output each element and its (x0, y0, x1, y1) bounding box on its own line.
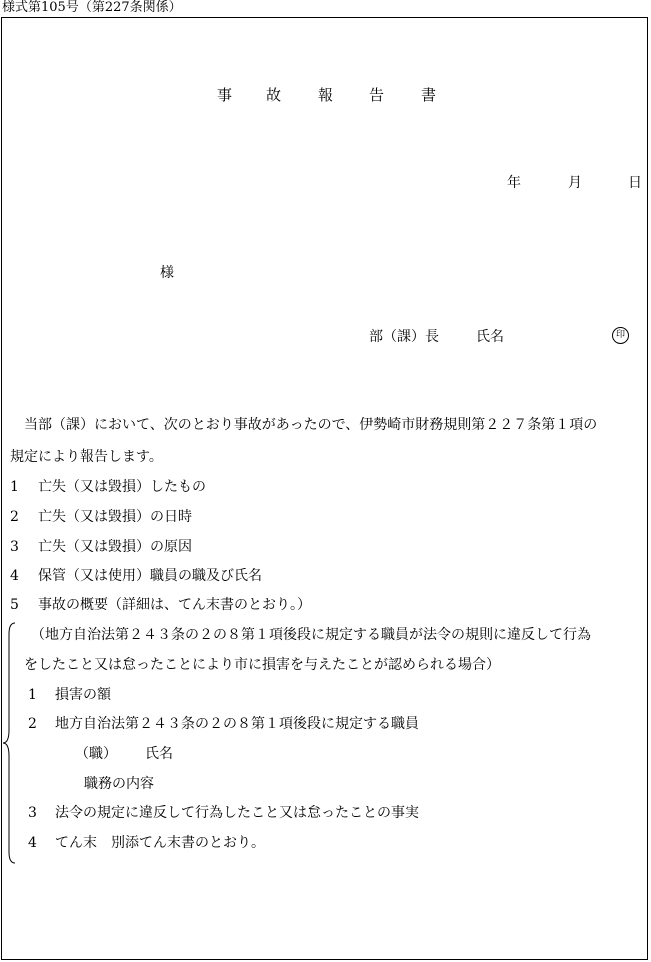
item-text: 亡失（又は毀損）の日時 (38, 509, 192, 525)
item-text: 保管（又は使用）職員の職及び氏名 (38, 568, 262, 584)
date-month-label: 月 (568, 175, 582, 191)
form-number: 様式第105号（第227条関係） (2, 0, 182, 15)
sub-item-number: 1 (28, 687, 37, 703)
title-char: 故 (266, 86, 282, 104)
sub-item-text: 地方自治法第２４３条の２の８第１項後段に規定する職員 (55, 716, 419, 732)
sender-name-label: 氏名 (476, 329, 504, 345)
left-brace-icon (2, 622, 16, 864)
item-number: 1 (10, 479, 19, 495)
item-text: 亡失（又は毀損）したもの (38, 479, 206, 495)
title-char: 事 (217, 86, 233, 104)
title-char: 告 (369, 86, 385, 104)
sub-item-text: 損害の額 (55, 687, 111, 703)
condition-note-line: （地方自治法第２４３条の２の８第１項後段に規定する職員が法令の規則に違反して行為 (31, 627, 591, 643)
position-label: （職） (75, 746, 117, 762)
name-label: 氏名 (145, 746, 173, 762)
title-char: 報 (318, 86, 334, 104)
sub-item-number: 4 (28, 835, 37, 851)
addressee-suffix: 様 (160, 265, 174, 281)
title-char: 書 (421, 86, 437, 104)
sub-item-number: 2 (28, 716, 37, 732)
duty-label: 職務の内容 (84, 776, 154, 792)
seal-icon: 印 (612, 327, 629, 344)
condition-note-line: をしたこと又は怠ったことにより市に損害を与えたことが認められる場合） (24, 657, 500, 673)
date-year-label: 年 (507, 175, 521, 191)
sub-item-text: てん末 別添てん末書のとおり。 (55, 835, 265, 851)
intro-line: 規定により報告します。 (10, 449, 163, 465)
item-text: 亡失（又は毀損）の原因 (38, 539, 192, 555)
item-number: 2 (10, 509, 19, 525)
sub-item-text: 法令の規定に違反して行為したこと又は怠ったことの事実 (55, 805, 419, 821)
sender-title: 部（課）長 (369, 329, 439, 345)
item-number: 4 (10, 568, 19, 584)
intro-line: 当部（課）において、次のとおり事故があったので、伊勢崎市財務規則第２２７条第１項の (24, 417, 598, 433)
item-text: 事故の概要（詳細は、てん末書のとおり。） (38, 597, 311, 613)
item-number: 3 (10, 539, 19, 555)
sub-item-number: 3 (28, 805, 37, 821)
item-number: 5 (10, 597, 19, 613)
date-day-label: 日 (628, 175, 642, 191)
